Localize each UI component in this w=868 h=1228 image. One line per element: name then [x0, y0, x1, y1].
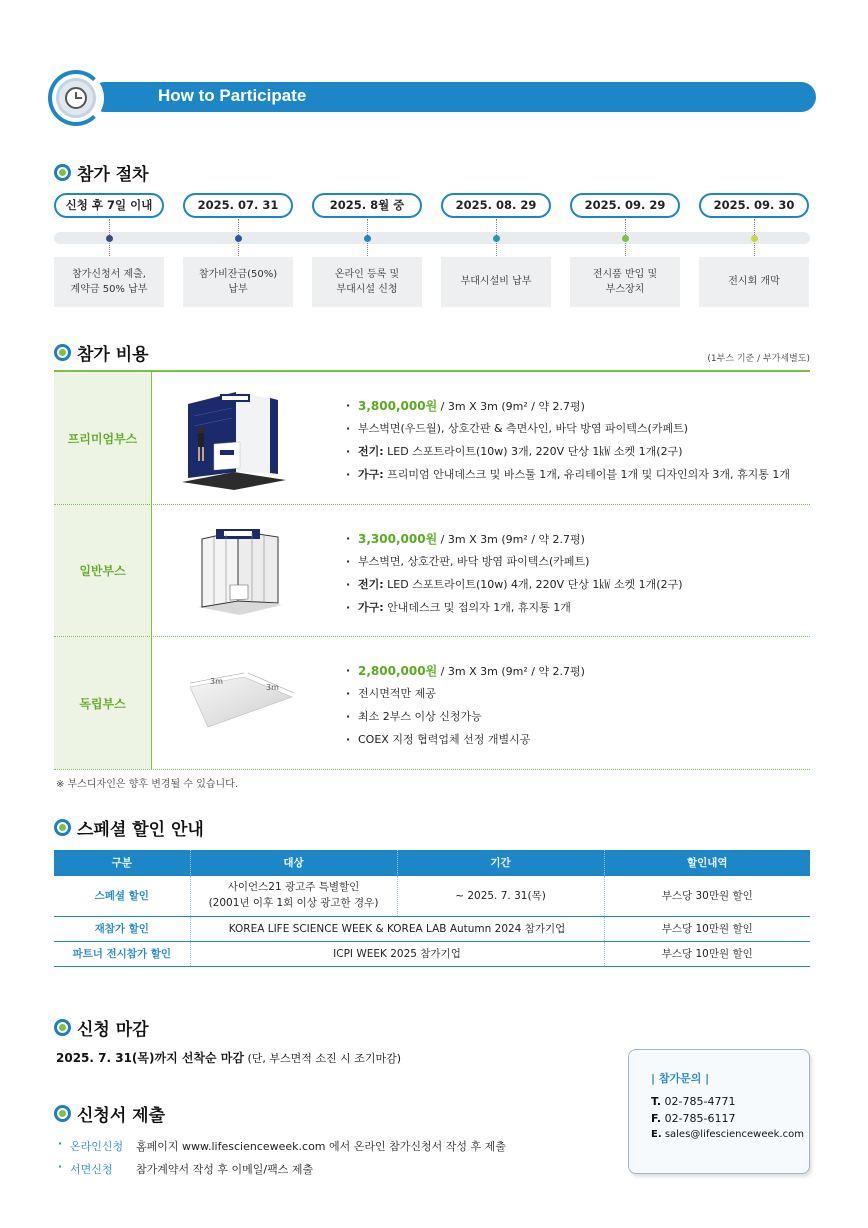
cost-table	[54, 370, 810, 768]
timeline-connector	[367, 243, 368, 256]
feature-text: 최소 2부스 이상 신청가능	[358, 710, 482, 723]
section-title: 스페셜 할인 안내	[77, 820, 204, 840]
timeline-track	[54, 232, 810, 244]
submit-method-key: · 온라인신청	[58, 1138, 136, 1154]
booth-price: 3,300,000원	[358, 532, 438, 546]
booth-feature-list	[344, 663, 585, 755]
feature-text: 프리미엄 안내데스크 및 바스툴 1개, 유리테이블 1개 및 디자인의자 3개, 휴지통 1개	[383, 468, 791, 481]
timeline-connector	[754, 219, 755, 235]
discount-target: KOREA LIFE SCIENCE WEEK & KOREA LAB Autumn 2024 참가기업	[190, 916, 604, 941]
dimension-label: 3m	[266, 683, 279, 692]
cost-row-independent	[54, 637, 810, 770]
timeline-connector	[496, 243, 497, 256]
section-heading-deadline	[54, 1015, 149, 1040]
clock-icon	[65, 87, 87, 109]
booth-price-line	[344, 531, 683, 554]
header-banner	[48, 70, 816, 126]
target-icon	[54, 1019, 71, 1036]
submit-method	[58, 1134, 506, 1157]
booth-name: 일반부스	[54, 505, 152, 636]
deadline-main: 2025. 7. 31(목)까지 선착순 마감	[56, 1051, 244, 1065]
timeline-connector	[625, 219, 626, 235]
target-icon	[54, 344, 71, 361]
section-title: 참가 절차	[77, 165, 149, 185]
timeline-date: 2025. 8월 중	[312, 193, 422, 218]
feature-text: 부스벽면, 상호간판, 바닥 방염 파이텍스(카페트)	[358, 555, 590, 568]
discount-type: 파트너 전시참가 할인	[54, 941, 190, 966]
discount-target: ICPI WEEK 2025 참가기업	[190, 941, 604, 966]
cost-footnote: ※ 부스디자인은 향후 변경될 수 있습니다.	[56, 779, 239, 790]
section-heading-submit	[54, 1101, 165, 1126]
section-heading-procedure	[54, 160, 149, 185]
timeline-step: 전시회 개막	[699, 257, 809, 307]
booth-feature	[344, 577, 683, 600]
timeline-connector	[754, 243, 755, 256]
timeline-connector	[496, 219, 497, 235]
feature-text: 전시면적만 제공	[358, 687, 436, 700]
submit-method-value: 홈페이지 www.lifescienceweek.com 에서 온라인 참가신청서 작성 후 제출	[136, 1139, 506, 1153]
discount-type: 스페셜 할인	[54, 875, 190, 916]
booth-price: 2,800,000원	[358, 664, 438, 678]
booth-feature	[344, 421, 790, 444]
timeline-dot	[235, 235, 242, 242]
timeline-step: 전시품 반입 및 부스장치	[570, 257, 680, 307]
feature-label: 가구:	[358, 601, 384, 614]
timeline-dot	[364, 235, 371, 242]
page-title: How to Participate	[158, 86, 307, 105]
booth-feature	[344, 709, 585, 732]
table-row	[54, 916, 810, 941]
timeline-date: 2025. 07. 31	[183, 193, 293, 218]
dimension-label: 3m	[210, 677, 223, 686]
feature-text: LED 스포트라이트(10w) 3개, 220V 단상 1㎾ 소켓 1개(2구)	[383, 445, 683, 458]
timeline-connector	[625, 243, 626, 256]
table-row	[54, 875, 810, 916]
timeline-date: 2025. 08. 29	[441, 193, 551, 218]
booth-name: 프리미엄부스	[54, 372, 152, 504]
premium-booth-image	[174, 386, 294, 490]
independent-booth-image	[186, 663, 296, 737]
contact-fax	[651, 1112, 809, 1125]
contact-value[interactable]: sales@lifescienceweek.com	[661, 1129, 804, 1140]
general-booth-image	[194, 523, 284, 619]
contact-label: E.	[651, 1129, 662, 1140]
timeline-date: 신청 후 7일 이내	[54, 193, 164, 218]
contact-box	[628, 1049, 810, 1174]
contact-phone	[651, 1095, 809, 1108]
column-header: 할인내역	[604, 850, 810, 875]
deadline-sub: (단, 부스면적 소진 시 조기마감)	[243, 1052, 402, 1065]
feature-label: 전기:	[358, 578, 384, 591]
feature-text: COEX 지정 협력업체 선정 개별시공	[358, 733, 531, 746]
cost-row-premium	[54, 372, 810, 505]
booth-feature	[344, 467, 790, 490]
table-header-row	[54, 850, 810, 875]
feature-text: 부스벽면(우드월), 상호간판 & 측면사인, 바닥 방염 파이텍스(카페트)	[358, 422, 688, 435]
discount-benefit: 부스당 10만원 할인	[604, 916, 810, 941]
booth-feature	[344, 444, 790, 467]
timeline-step: 온라인 등록 및 부대시설 신청	[312, 257, 422, 307]
deadline-text	[56, 1049, 401, 1066]
submit-method	[58, 1157, 506, 1180]
timeline-dot	[751, 235, 758, 242]
section-heading-cost	[54, 340, 149, 365]
contact-email[interactable]	[651, 1129, 809, 1140]
contact-value: 02-785-4771	[661, 1095, 736, 1108]
contact-label: F.	[651, 1112, 662, 1125]
timeline-step: 참가신청서 제출, 계약금 50% 납부	[54, 257, 164, 307]
submit-method-value: 참가계약서 작성 후 이메일/팩스 제출	[136, 1162, 314, 1176]
discount-target: 사이언스21 광고주 특별할인 (2001년 이후 1회 이상 광고한 경우)	[190, 875, 397, 916]
submit-methods	[58, 1134, 506, 1180]
booth-feature	[344, 732, 585, 755]
submit-method-key: · 서면신청	[58, 1161, 136, 1177]
booth-feature-list	[344, 531, 683, 623]
timeline-dot	[106, 235, 113, 242]
booth-size: / 3m X 3m (9m² / 약 2.7평)	[437, 533, 585, 546]
booth-feature-list	[344, 398, 790, 490]
cost-note: (1부스 기준 / 부가세별도)	[707, 354, 810, 364]
target-icon	[54, 164, 71, 181]
discount-type: 재참가 할인	[54, 916, 190, 941]
target-icon	[54, 1105, 71, 1122]
section-heading-discount	[54, 815, 204, 840]
cost-row-general	[54, 505, 810, 637]
timeline-dot	[493, 235, 500, 242]
booth-size: / 3m X 3m (9m² / 약 2.7평)	[437, 400, 585, 413]
timeline-connector	[109, 219, 110, 235]
section-title: 참가 비용	[77, 345, 149, 365]
timeline-step: 참가비잔금(50%) 납부	[183, 257, 293, 307]
feature-label: 전기:	[358, 445, 384, 458]
column-header: 대상	[190, 850, 397, 875]
timeline-date: 2025. 09. 29	[570, 193, 680, 218]
table-row	[54, 941, 810, 966]
timeline-connector	[367, 219, 368, 235]
booth-price-line	[344, 398, 790, 421]
timeline-connector	[238, 243, 239, 256]
discount-table	[54, 850, 810, 967]
column-header: 구분	[54, 850, 190, 875]
booth-feature	[344, 686, 585, 709]
booth-name: 독립부스	[54, 637, 152, 769]
booth-price: 3,800,000원	[358, 399, 438, 413]
contact-value: 02-785-6117	[661, 1112, 736, 1125]
timeline-step: 부대시설비 납부	[441, 257, 551, 307]
booth-size: / 3m X 3m (9m² / 약 2.7평)	[437, 665, 585, 678]
feature-text: LED 스포트라이트(10w) 4개, 220V 단상 1㎾ 소켓 1개(2구)	[383, 578, 683, 591]
timeline-connector	[109, 243, 110, 256]
discount-period: ~ 2025. 7. 31(목)	[397, 875, 604, 916]
target-icon	[54, 819, 71, 836]
contact-title: | 참가문의 |	[651, 1072, 710, 1085]
booth-feature	[344, 600, 683, 623]
timeline-connector	[238, 219, 239, 235]
discount-benefit: 부스당 30만원 할인	[604, 875, 810, 916]
timeline-dot	[622, 235, 629, 242]
feature-text: 안내데스크 및 접의자 1개, 휴지통 1개	[383, 601, 571, 614]
column-header: 기간	[397, 850, 604, 875]
feature-label: 가구:	[358, 468, 384, 481]
booth-price-line	[344, 663, 585, 686]
section-title: 신청서 제출	[77, 1106, 166, 1126]
contact-label: T.	[651, 1095, 662, 1108]
discount-benefit: 부스당 10만원 할인	[604, 941, 810, 966]
timeline-date: 2025. 09. 30	[699, 193, 809, 218]
booth-feature	[344, 554, 683, 577]
section-title: 신청 마감	[77, 1020, 149, 1040]
